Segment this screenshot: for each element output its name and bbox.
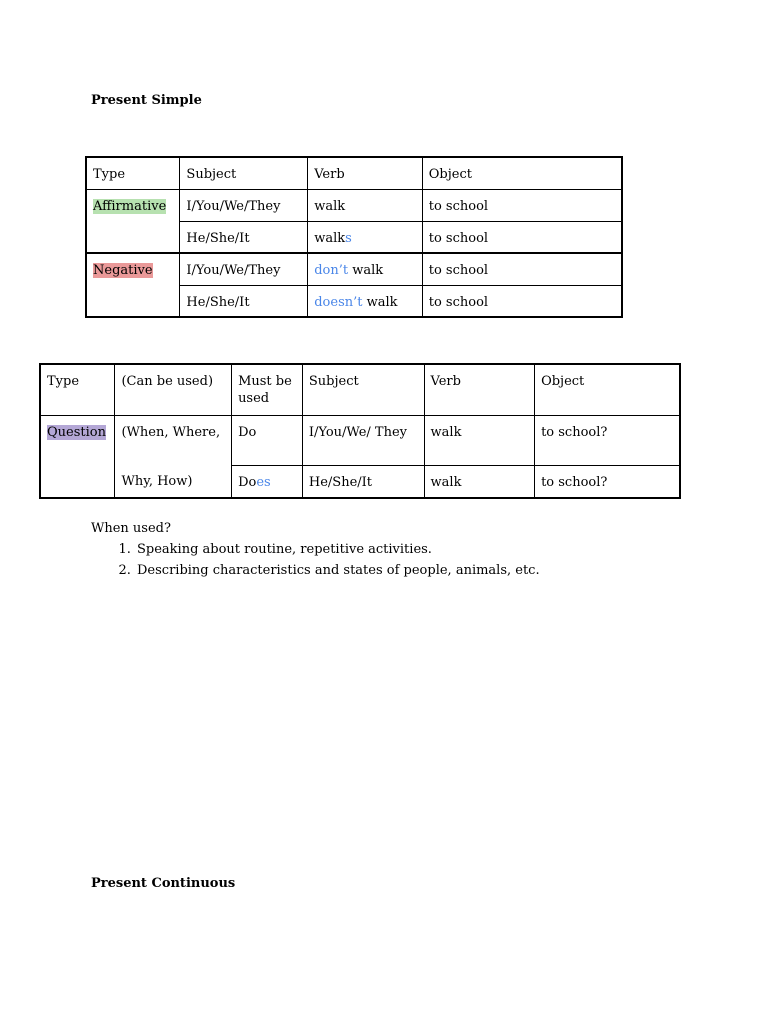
- header-object: Object: [535, 364, 680, 415]
- object-cell: to school: [422, 285, 622, 317]
- table-header-row: [86, 157, 622, 189]
- subject-cell: He/She/It: [180, 221, 308, 253]
- verb-suffix: s: [345, 230, 352, 246]
- object-cell: to school?: [535, 415, 680, 465]
- object-cell: to school: [422, 253, 622, 285]
- verb-text: walk: [314, 230, 346, 246]
- type-cell: [86, 189, 180, 221]
- heading-present-continuous: Present Continuous: [91, 876, 236, 891]
- question-table: [39, 363, 681, 499]
- must-cell: Do: [232, 415, 303, 465]
- table-header-row: [40, 364, 680, 415]
- usage-section: [91, 518, 540, 581]
- list-item: 2. Describing characteristics and states of people, animals, etc.: [135, 560, 540, 581]
- object-cell: to school?: [535, 465, 680, 498]
- subject-cell: I/You/We/ They: [302, 415, 424, 465]
- verb-cell: [308, 221, 423, 253]
- list-item: 1. Speaking about routine, repetitive activities.: [135, 539, 540, 560]
- usage-title: When used?: [91, 521, 171, 536]
- header-subject: Subject: [302, 364, 424, 415]
- wh-words-cell: Why, How): [115, 465, 232, 498]
- header-can-be-used: (Can be used): [115, 364, 232, 415]
- wh-words-cell: (When, Where,: [115, 415, 232, 465]
- negative-label: Negative: [93, 263, 153, 278]
- type-cell: [86, 253, 180, 285]
- subject-cell: He/She/It: [302, 465, 424, 498]
- table-row: [40, 465, 680, 498]
- table-row: [86, 285, 622, 317]
- affirmative-label: Affirmative: [93, 198, 167, 214]
- present-simple-table: [85, 156, 623, 318]
- header-object: Object: [422, 157, 622, 189]
- verb-cell: [308, 285, 423, 317]
- table-row: [86, 253, 622, 285]
- header-must-be-used: Must be used: [232, 364, 303, 415]
- must-text: Do: [238, 474, 257, 490]
- verb-text: walk: [362, 294, 398, 310]
- question-label: Question: [47, 424, 106, 440]
- header-type: Type: [40, 364, 115, 415]
- verb-aux: don’t: [314, 263, 349, 278]
- type-cell-empty: [40, 465, 115, 498]
- subject-cell: I/You/We/They: [180, 253, 308, 285]
- type-cell-empty: [86, 221, 180, 253]
- subject-cell: He/She/It: [180, 285, 308, 317]
- header-verb: Verb: [308, 157, 423, 189]
- verb-cell: walk: [424, 465, 535, 498]
- must-suffix: es: [256, 474, 271, 490]
- verb-aux: doesn’t: [314, 294, 363, 310]
- type-cell: [40, 415, 115, 465]
- header-type: Type: [86, 157, 180, 189]
- header-verb: Verb: [424, 364, 535, 415]
- verb-text: walk: [348, 263, 384, 278]
- type-cell-empty: [86, 285, 180, 317]
- verb-cell: walk: [308, 189, 423, 221]
- table-row: [40, 415, 680, 465]
- heading-present-simple: Present Simple: [91, 93, 202, 108]
- header-subject: Subject: [180, 157, 308, 189]
- verb-cell: [308, 253, 423, 285]
- table-row: [86, 221, 622, 253]
- table-row: [86, 189, 622, 221]
- object-cell: to school: [422, 189, 622, 221]
- object-cell: to school: [422, 221, 622, 253]
- usage-list: [91, 539, 540, 581]
- must-cell: [232, 465, 303, 498]
- subject-cell: I/You/We/They: [180, 189, 308, 221]
- verb-cell: walk: [424, 415, 535, 465]
